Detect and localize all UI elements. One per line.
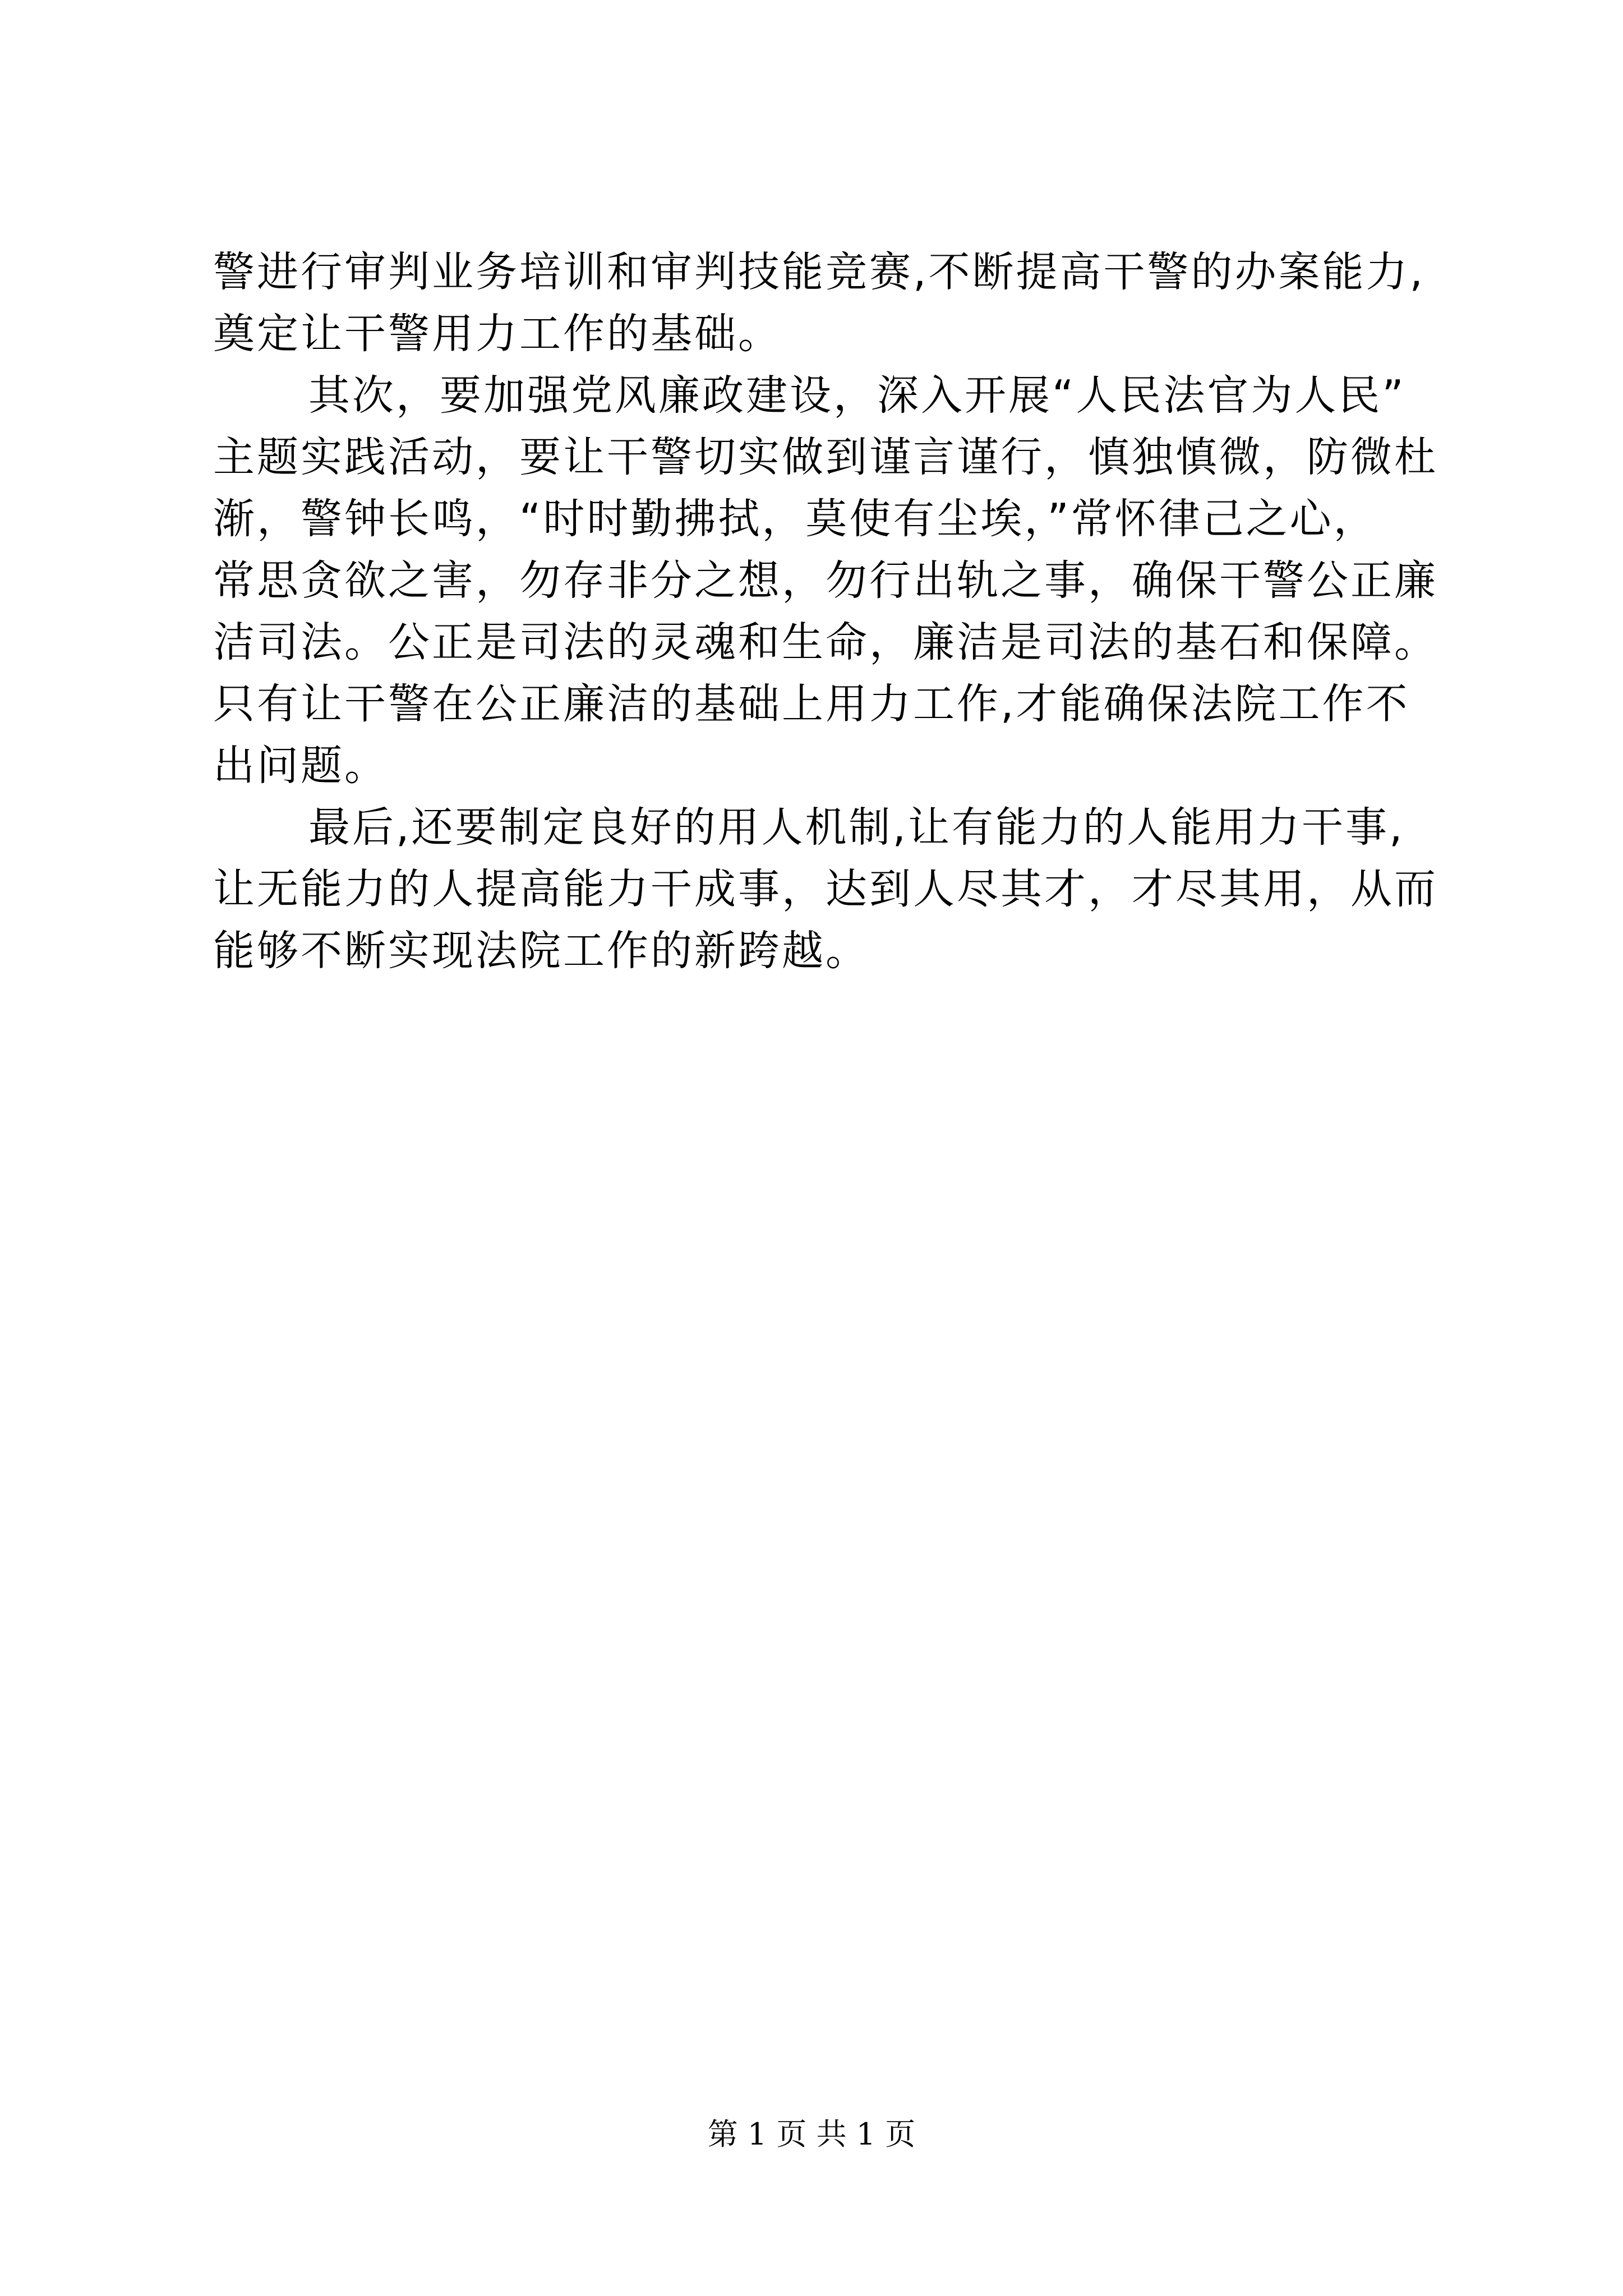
text-line: 主题实践活动，要让干警切实做到谨言谨行，慎独慎微，防微杜: [213, 433, 1438, 481]
text-line: 渐，警钟长鸣，“时时勤拂拭，莫使有尘埃，”常怀律己之心，: [213, 495, 1377, 543]
text-line: 其次，要加强党风廉政建设，深入开展“人民法官为人民”: [308, 371, 1406, 420]
text-line: 出问题。: [213, 742, 388, 790]
text-line: 能够不断实现法院工作的新跨越。: [213, 927, 869, 975]
page-footer: 第 1 页 共 1 页: [707, 2116, 916, 2152]
document-body: [213, 241, 1438, 982]
text-line: 奠定让干警用力工作的基础。: [213, 310, 782, 358]
text-line: 让无能力的人提高能力干成事，达到人尽其才，才尽其用，从而: [213, 865, 1438, 913]
text-line: 只有让干警在公正廉洁的基础上用力工作,才能确保法院工作不: [213, 680, 1410, 728]
text-line: 洁司法。公正是司法的灵魂和生命，廉洁是司法的基石和保障。: [213, 618, 1438, 666]
text-line: 最后,还要制定良好的用人机制,让有能力的人能用力干事,: [308, 803, 1405, 852]
text-line: 常思贪欲之害，勿存非分之想，勿行出轨之事，确保干警公正廉: [213, 556, 1438, 605]
text-line: 警进行审判业务培训和审判技能竞赛,不断提高干警的办案能力,: [213, 248, 1426, 296]
